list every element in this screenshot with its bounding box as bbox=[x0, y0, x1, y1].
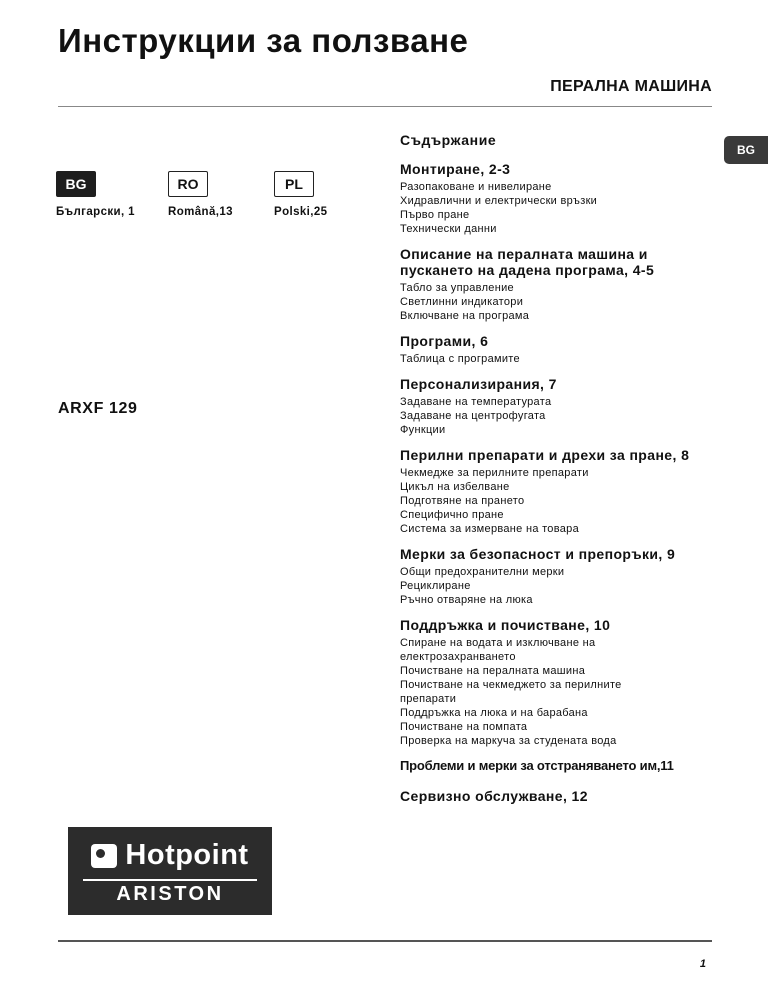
toc-section bbox=[400, 376, 730, 437]
toc-item: Почистване на помпата bbox=[400, 721, 528, 733]
language-box-bg[interactable]: BG bbox=[56, 171, 96, 197]
toc-item: Чекмедже за перилните препарати bbox=[400, 467, 589, 479]
footer-divider bbox=[58, 940, 712, 942]
toc-section bbox=[400, 161, 730, 236]
table-of-contents bbox=[400, 132, 730, 814]
toc-item: Включване на програма bbox=[400, 310, 530, 322]
product-type-subtitle: ПЕРАЛНА МАШИНА bbox=[550, 78, 712, 95]
toc-section-title[interactable]: Проблеми и мерки за отстраняването им,11 bbox=[400, 758, 674, 773]
toc-section bbox=[400, 617, 675, 748]
toc-item: Задаване на центрофугата bbox=[400, 410, 546, 422]
toc-item: Разопаковане и нивелиране bbox=[400, 181, 552, 193]
toc-section bbox=[400, 758, 730, 774]
toc-item: Проверка на маркуча за студената вода bbox=[400, 735, 617, 747]
brand-row bbox=[91, 839, 248, 872]
toc-section-title[interactable]: Програми, 6 bbox=[400, 333, 489, 349]
toc-item: Подготвяне на прането bbox=[400, 495, 525, 507]
toc-section bbox=[400, 447, 730, 536]
toc-item: Система за измерване на товара bbox=[400, 523, 580, 535]
brand-name-secondary: ARISTON bbox=[116, 883, 224, 905]
toc-item: Табло за управление bbox=[400, 282, 514, 294]
toc-item: Ръчно отваряне на люка bbox=[400, 594, 533, 606]
toc-item: Светлинни индикатори bbox=[400, 296, 524, 308]
toc-item: Технически данни bbox=[400, 223, 497, 235]
toc-item: Хидравлични и електрически връзки bbox=[400, 195, 598, 207]
toc-section-title[interactable]: Поддръжка и почистване, 10 bbox=[400, 617, 611, 633]
toc-section-title[interactable]: Персонализирания, 7 bbox=[400, 376, 557, 392]
toc-item: Почистване на пералната машина bbox=[400, 665, 586, 677]
header-divider bbox=[58, 106, 712, 107]
toc-section-title[interactable]: Сервизно обслужване, 12 bbox=[400, 788, 588, 804]
toc-item: Задаване на температурата bbox=[400, 396, 552, 408]
toc-heading: Съдържание bbox=[400, 132, 497, 148]
toc-item: Рециклиране bbox=[400, 580, 471, 592]
toc-item: Таблица с програмите bbox=[400, 353, 520, 365]
toc-item: Първо пране bbox=[400, 209, 470, 221]
toc-section bbox=[400, 788, 730, 804]
toc-section-title[interactable]: Перилни препарати и дрехи за пране, 8 bbox=[400, 447, 690, 463]
toc-item: Поддръжка на люка и на барабана bbox=[400, 707, 588, 719]
toc-section-title[interactable]: Мерки за безопасност и препоръки, 9 bbox=[400, 546, 676, 562]
toc-section-title[interactable]: Описание на пералната машина и пускането на дадена програма, 4-5 bbox=[400, 246, 655, 278]
brand-logo bbox=[68, 827, 272, 915]
language-box-ro[interactable]: RO bbox=[168, 171, 208, 197]
brand-name-primary: Hotpoint bbox=[125, 839, 249, 871]
language-side-tab: BG bbox=[724, 136, 768, 164]
toc-section bbox=[400, 546, 730, 607]
document-title: Инструкции за ползване bbox=[58, 22, 469, 59]
toc-section bbox=[400, 246, 730, 323]
model-name: ARXF 129 bbox=[58, 400, 138, 417]
toc-section-title[interactable]: Монтиране, 2-3 bbox=[400, 161, 511, 177]
toc-item: Почистване на чекмеджето за перилните препарати bbox=[400, 679, 622, 705]
toc-item: Специфично пране bbox=[400, 509, 504, 521]
language-label-ro: Română,13 bbox=[168, 206, 233, 218]
logo-divider bbox=[83, 879, 257, 881]
language-label-bg: Български, 1 bbox=[56, 206, 135, 218]
language-box-pl[interactable]: PL bbox=[274, 171, 314, 197]
language-label-pl: Polski,25 bbox=[274, 206, 328, 218]
page-number: 1 bbox=[699, 958, 706, 970]
toc-item: Спиране на водата и изключване на електрозахранването bbox=[400, 637, 596, 663]
brand-mark-icon bbox=[91, 844, 117, 868]
toc-item: Общи предохранителни мерки bbox=[400, 566, 565, 578]
toc-item: Функции bbox=[400, 424, 446, 436]
toc-section bbox=[400, 333, 730, 366]
toc-item: Цикъл на избелване bbox=[400, 481, 510, 493]
